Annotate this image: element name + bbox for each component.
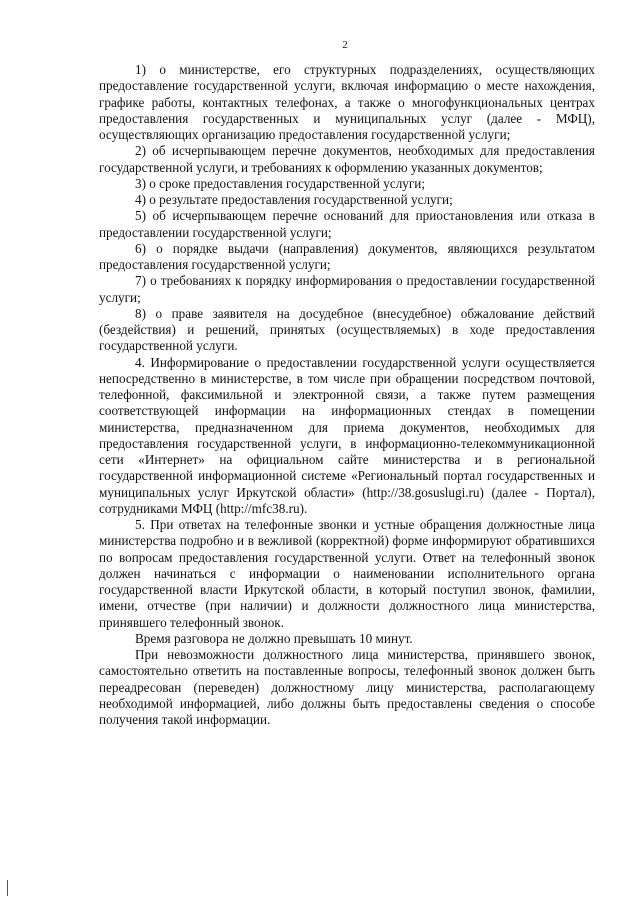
scan-edge-mark bbox=[7, 880, 8, 896]
paragraph-section-5: 5. При ответах на телефонные звонки и устные обращения должностные лица министерства подробно и в вежливой (корректной) форме информируют обратившихся по вопросам предоставления государственной услуги. Ответ на телефонный звонок должен начинаться с информации о наименовании исполнительного органа государственной власти Иркутской области, в который поступил звонок, фамилии, имени, отчестве (при наличии) и должности должностного лица министерства, принявшего телефонный звонок. bbox=[99, 517, 595, 630]
paragraph-section-4: 4. Информирование о предоставлении государственной услуги осуществляется непосредственно в министерстве, в том числе при обращении посредством почтовой, телефонной, факсимильной и электронной связи, а также путем размещения соответствующей информации на информационных стендах в помещении министерства, предназначенном для приема документов, необходимых для предоставления государственной услуги, в информационно-телекоммуникационной сети «Интернет» на официальном сайте министерства и в региональной государственной информационной системе «Региональный портал государственных и муниципальных услуг Иркутской области» (http://38.gosuslugi.ru) (далее - Портал), сотрудниками МФЦ (http://mfc38.ru). bbox=[99, 354, 595, 516]
paragraph-item-4: 4) о результате предоставления государственной услуги; bbox=[135, 192, 453, 207]
paragraph-call-duration: Время разговора не должно превышать 10 минут. bbox=[135, 630, 413, 646]
body-text bbox=[99, 62, 595, 728]
paragraph-item-3: 3) о сроке предоставления государственной услуги; bbox=[135, 175, 426, 191]
page-number: 2 bbox=[342, 39, 348, 51]
paragraph-item-5: 5) об исчерпывающем перечне оснований для приостановления или отказа в предоставлении государственной услуги; bbox=[99, 208, 595, 240]
paragraph-call-redirect: При невозможности должностного лица министерства, принявшего звонок, самостоятельно ответить на поставленные вопросы, телефонный звонок должен быть переадресован (переведен) должностному лицу министерства, располагающему необходимой информацией, либо должны быть предоставлены сведения о способе получения такой информации. bbox=[99, 647, 595, 727]
paragraph-item-6: 6) о порядке выдачи (направления) документов, являющихся результатом предоставления государственной услуги; bbox=[99, 240, 595, 272]
paragraph-item-8: 8) о праве заявителя на досудебное (внесудебное) обжалование действий (бездействия) и решений, принятых (осуществляемых) в ходе предоставления государственной услуги. bbox=[99, 305, 595, 354]
paragraph-item-2: 2) об исчерпывающем перечне документов, необходимых для предоставления государственной услуги, и требованиях к оформлению указанных документов; bbox=[99, 143, 595, 175]
paragraph-item-1: 1) о министерстве, его структурных подразделениях, осуществляющих предоставление государственной услуги, включая информацию о месте нахождения, графике работы, контактных телефонах, а также о многофункциональных центрах предоставления государственных и муниципальных услуг (далее - МФЦ), осуществляющих организацию предоставления государственной услуги; bbox=[99, 62, 595, 142]
paragraph-item-7: 7) о требованиях к порядку информирования о предоставлении государственной услуги; bbox=[99, 273, 595, 305]
